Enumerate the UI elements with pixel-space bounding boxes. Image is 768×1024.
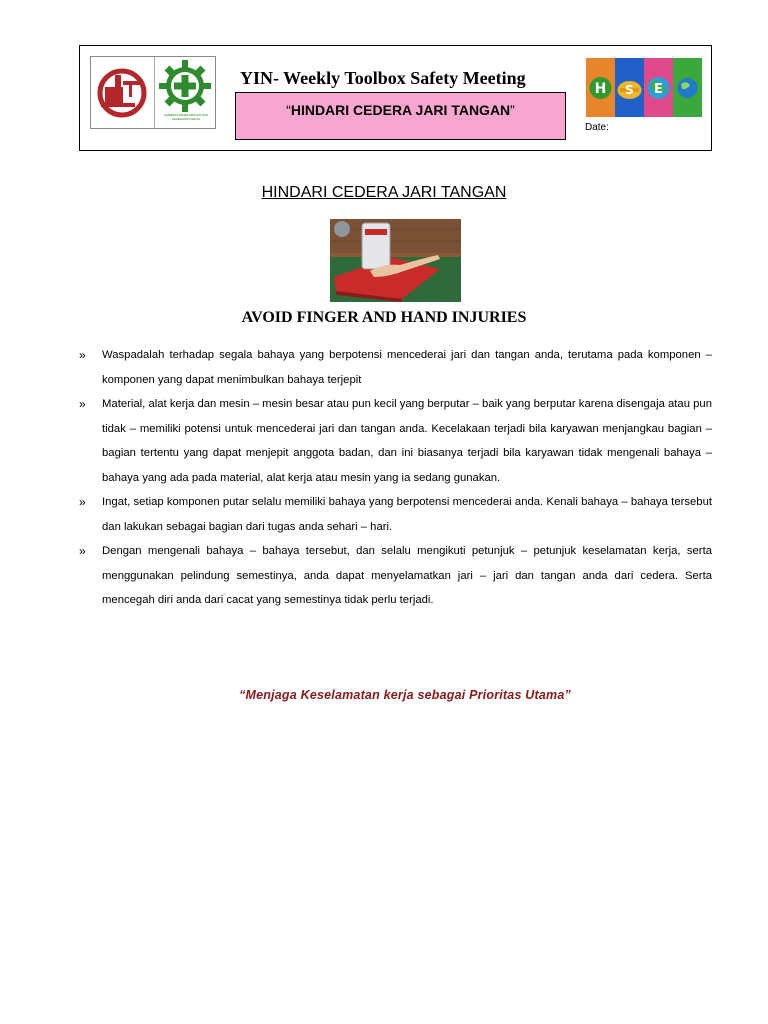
banner-text: “HINDARI CEDERA JARI TANGAN” xyxy=(286,102,515,118)
list-item xyxy=(79,490,712,539)
header-box xyxy=(79,45,712,151)
section-subheading: AVOID FINGER AND HAND INJURIES xyxy=(241,309,527,326)
svg-text:E: E xyxy=(654,82,663,97)
bullet-marker: » xyxy=(79,495,86,509)
topic-banner xyxy=(235,92,566,140)
page-title: YIN- Weekly Toolbox Safety Meeting xyxy=(240,68,526,88)
bullet-marker: » xyxy=(79,397,86,411)
s-letter-icon xyxy=(615,58,644,117)
list-item xyxy=(79,343,712,392)
list-item-text: Material, alat kerja dan mesin – mesin besar atau pun kecil yang berputar – baik yang berputar karena disengaja atau pun tidak – memiliki potensi untuk mencederai jari dan tangan anda. Kecelakaan terjadi bila karyawan menjangkau bagian – bagian tertentu yang dapat menjepit anggota badan, dan ini biasanya terjadi bila karyawan tidak mengenali bahaya – bahaya yang ada pada material, alat kerja atau mesin yang ia sedang gunakan. xyxy=(102,398,712,484)
hand-injury-photo xyxy=(330,219,461,302)
e-letter-icon xyxy=(644,58,673,117)
bullet-marker: » xyxy=(79,348,86,362)
hse-panel-e xyxy=(644,58,673,117)
hse-panel-s xyxy=(615,58,644,117)
safety-motto: “Menjaga Keselamatan kerja sebagai Prioritas Utama” xyxy=(239,688,571,702)
h-letter-icon xyxy=(586,58,615,117)
hse-panel-globe xyxy=(673,58,702,117)
logo-caption: LEMBAGA KESELAMATAN DAN KESEHATAN KERJA xyxy=(163,113,209,121)
hse-logo xyxy=(586,58,702,117)
svg-text:S: S xyxy=(625,83,634,97)
list-item-text: Dengan mengenali bahaya – bahaya tersebut, dan selalu mengikuti petunjuk – petunjuk keselamatan kerja, serta menggunakan pelindung semestinya, anda dapat menyelamatkan jari – jari dan tangan anda dari cedera. Serta mencegah diri anda dari cacat yang semestinya tidak perlu terjadi. xyxy=(102,545,712,606)
company-logo xyxy=(90,56,216,129)
banner-title: HINDARI CEDERA JARI TANGAN xyxy=(290,102,511,118)
list-item xyxy=(79,392,712,490)
list-item-text: Ingat, setiap komponen putar selalu memiliki bahaya yang berpotensi mencederai anda. Kenali bahaya – bahaya tersebut dan lakukan sebagai bagian dari tugas anda sehari – hari. xyxy=(102,496,712,533)
globe-icon xyxy=(673,58,702,117)
safety-list xyxy=(79,343,712,613)
section-heading: HINDARI CEDERA JARI TANGAN xyxy=(261,184,507,201)
photo-illustration xyxy=(330,219,461,302)
crane-logo-icon xyxy=(91,57,154,128)
safety-gear-icon xyxy=(157,59,213,113)
hse-panel-h xyxy=(586,58,615,117)
list-item xyxy=(79,539,712,613)
date-label: Date: xyxy=(585,122,609,133)
list-item-text: Waspadalah terhadap segala bahaya yang berpotensi mencederai jari dan tangan anda, terutama pada komponen – komponen yang dapat menimbulkan bahaya terjepit xyxy=(102,349,712,386)
bullet-marker: » xyxy=(79,544,86,558)
svg-text:H: H xyxy=(594,81,607,97)
